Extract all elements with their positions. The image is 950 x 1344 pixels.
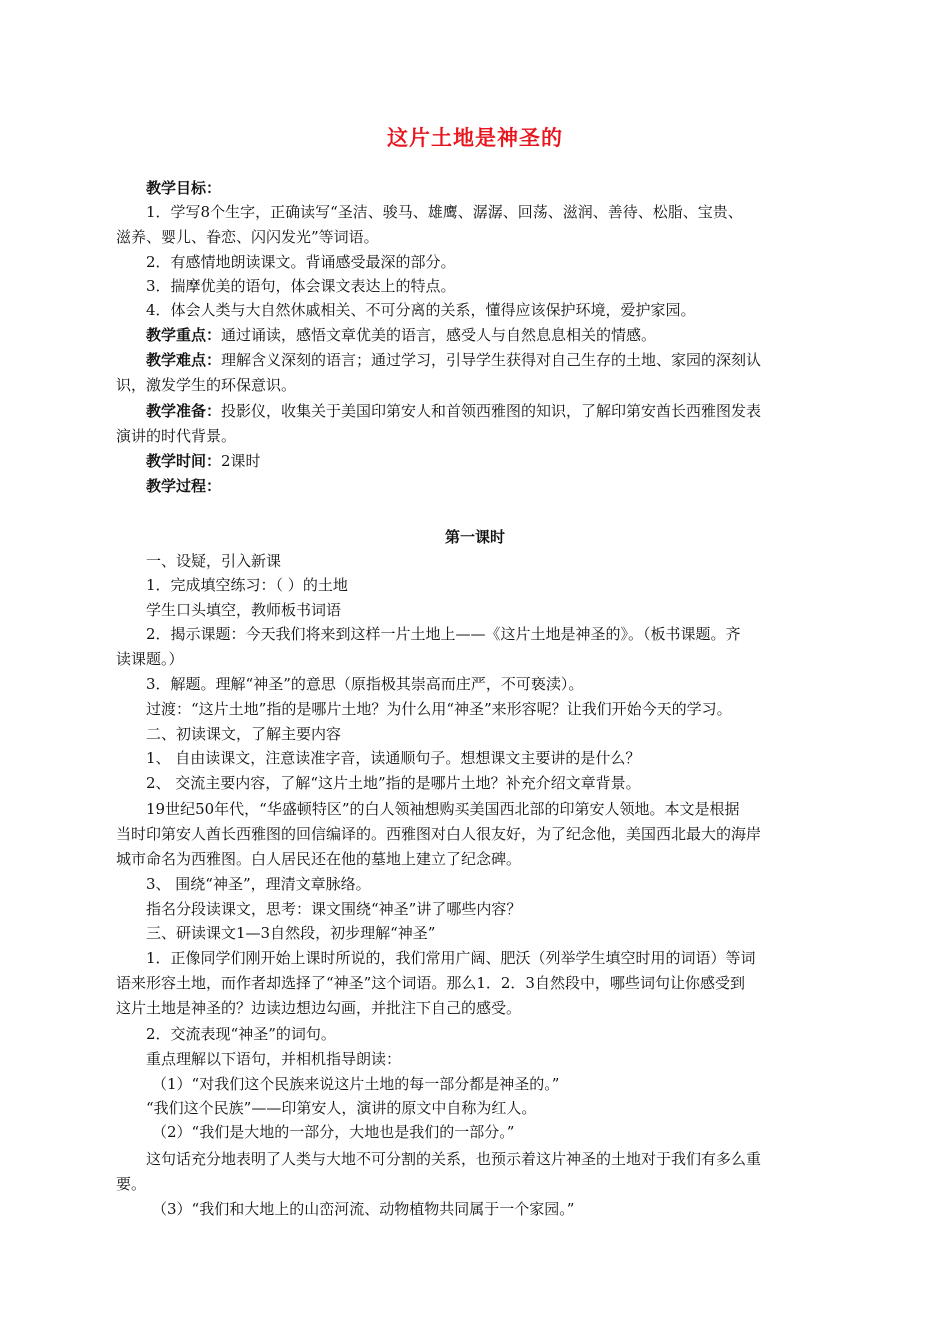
body-line: 1．正像同学们刚开始上课时所说的，我们常用广阔、肥沃（列举学生填空时用的词语）等词 (146, 949, 756, 967)
body-line: 语来形容土地，而作者却选择了“神圣”这个词语。那么1．2．3自然段中，哪些词句让你感受到 (116, 974, 745, 992)
body-line: 2．交流表现“神圣”的词句。 (146, 1025, 336, 1043)
body-line: 要。 (116, 1175, 147, 1193)
body-line: 一、设疑，引入新课 (146, 552, 282, 570)
body-line: （2）“我们是大地的一部分，大地也是我们的一部分。” (152, 1123, 515, 1141)
body-line: 读课题。） (116, 650, 184, 668)
time-text: 2课时 (221, 452, 261, 470)
body-line: 3．解题。理解“神圣”的意思（原指极其崇高而庄严，不可亵渎）。 (146, 675, 584, 693)
body-line: 2．揭示课题：今天我们将来到这样一片土地上——《这片土地是神圣的》。（板书课题。齐 (146, 625, 741, 643)
goal-line: 滋养、婴儿、眷恋、闪闪发光”等词语。 (116, 228, 379, 246)
body-line: 当时印第安人酋长西雅图的回信编译的。西雅图对白人很友好，为了纪念他，美国西北最大的海岸 (116, 825, 762, 843)
focus-line (146, 325, 841, 345)
body-line: 1．完成填空练习：（ ）的土地 (146, 576, 348, 594)
difficulty-label: 教学难点： (146, 351, 222, 369)
body-line: 指名分段读课文，思考：课文围绕“神圣”讲了哪些内容？ (146, 900, 522, 918)
body-line: 3、 围绕“神圣”，理清文章脉络。 (146, 875, 371, 893)
prep-cont: 演讲的时代背景。 (116, 427, 237, 445)
goal-line: 3．揣摩优美的语句，体会课文表达上的特点。 (146, 277, 456, 295)
body-line: 这片土地是神圣的？边读边想边勾画，并批注下自己的感受。 (116, 999, 522, 1017)
focus-text: 通过诵读，感悟文章优美的语言，感受人与自然息息相关的情感。 (221, 326, 657, 344)
difficulty-text: 理解含义深刻的语言；通过学习，引导学生获得对自己生存的土地、家园的深刻认 (221, 351, 762, 369)
process-label: 教学过程： (146, 477, 222, 495)
body-line: 重点理解以下语句，并相机指导朗读： (146, 1050, 402, 1068)
difficulty-line (146, 350, 841, 370)
body-line: 这句话充分地表明了人类与大地不可分割的关系，也预示着这片神圣的土地对于我们有多么重 (146, 1150, 762, 1168)
body-line: （1）“对我们这个民族来说这片土地的每一部分都是神圣的。” (152, 1075, 560, 1093)
goal-line: 1．学写8个生字，正确读写“圣洁、骏马、雄鹰、潺潺、回荡、滋润、善待、松脂、宝贵、 (146, 203, 743, 221)
body-line: 学生口头填空，教师板书词语 (146, 601, 342, 619)
body-line: 过渡：“这片土地”指的是哪片土地？为什么用“神圣”来形容呢？让我们开始今天的学习。 (146, 700, 732, 718)
time-label: 教学时间： (146, 452, 222, 470)
focus-label: 教学重点： (146, 326, 222, 344)
body-line: 三、研读课文1—3自然段，初步理解“神圣” (146, 924, 436, 942)
time-line (146, 451, 841, 471)
document-title: 这片土地是神圣的 (387, 126, 563, 150)
prep-label: 教学准备： (146, 402, 222, 420)
body-line: 1、 自由读课文，注意读准字音，读通顺句子。想想课文主要讲的是什么？ (146, 749, 641, 767)
lesson-heading: 第一课时 (444, 528, 505, 546)
prep-line (146, 401, 841, 421)
goal-line: 4．体会人类与大自然休戚相关、不可分离的关系，懂得应该保护环境，爱护家园。 (146, 301, 696, 319)
body-line: “我们这个民族”——印第安人，演讲的原文中自称为红人。 (146, 1099, 537, 1117)
goals-label: 教学目标： (146, 179, 222, 197)
body-line: 城市命名为西雅图。白人居民还在他的墓地上建立了纪念碑。 (116, 850, 522, 868)
body-line: 2、 交流主要内容，了解“这片土地”指的是哪片土地？补充介绍文章背景。 (146, 774, 641, 792)
body-line: （3）“我们和大地上的山峦河流、动物植物共同属于一个家园。” (152, 1200, 575, 1218)
body-line: 二、初读课文，了解主要内容 (146, 725, 342, 743)
difficulty-cont: 识，激发学生的环保意识。 (116, 376, 297, 394)
body-line: 19世纪50年代，“华盛顿特区”的白人领袖想购买美国西北部的印第安人领地。本文是根据 (146, 800, 740, 818)
goal-line: 2．有感情地朗读课文。背诵感受最深的部分。 (146, 253, 456, 271)
prep-text: 投影仪，收集关于美国印第安人和首领西雅图的知识，了解印第安酋长西雅图发表 (221, 402, 762, 420)
